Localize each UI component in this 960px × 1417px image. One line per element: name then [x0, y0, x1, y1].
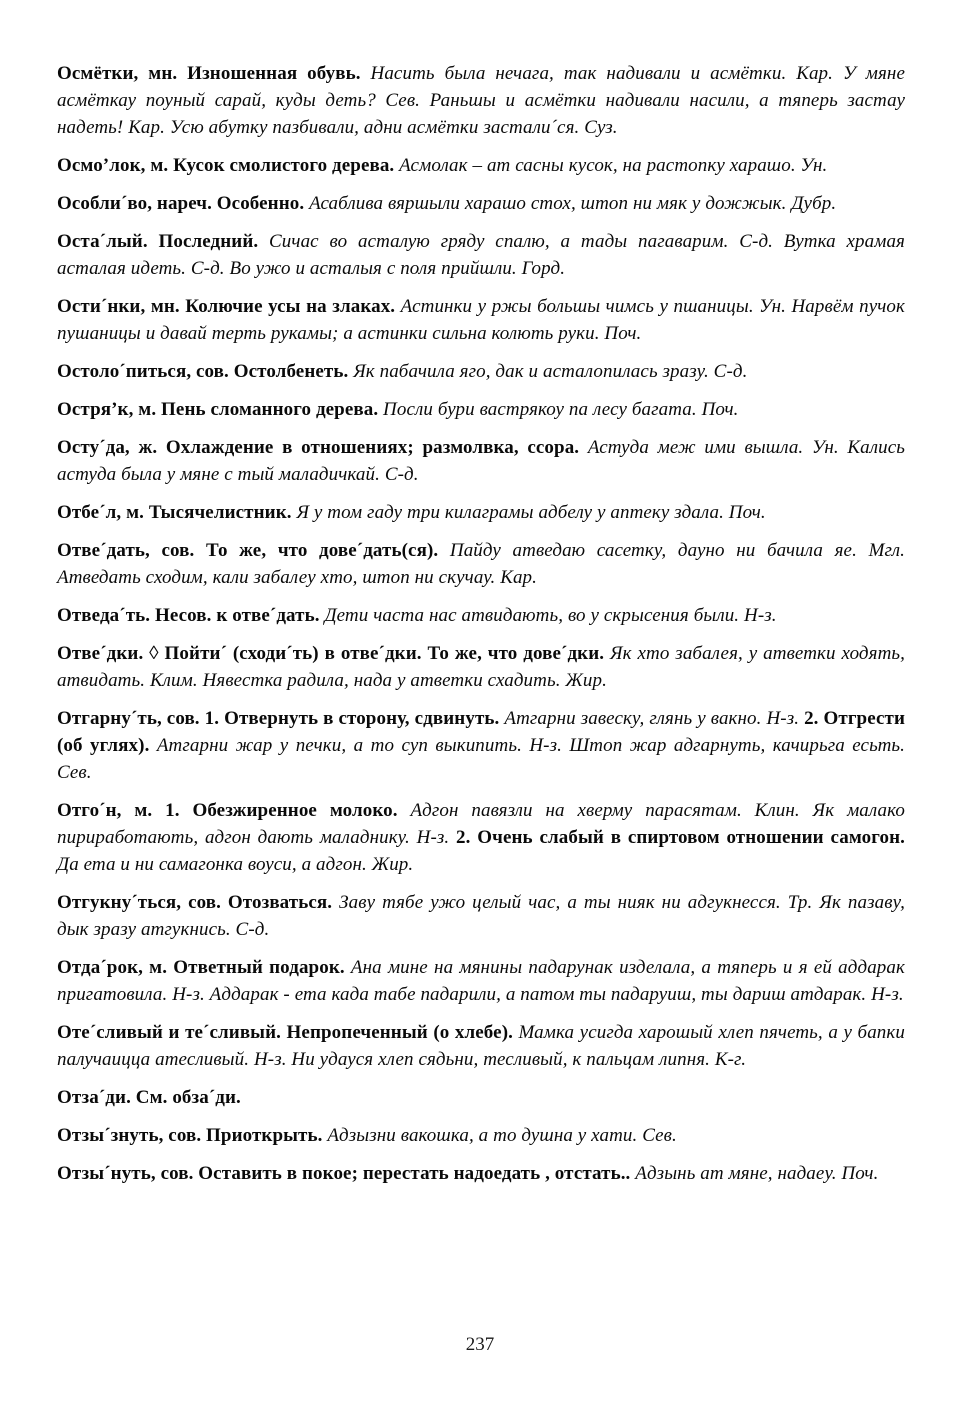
dictionary-entry — [57, 537, 905, 591]
entry-example: Астуда меж ими вышла. Ун. Кались астуда была у мяне с тый маладичкай. С-д. — [57, 437, 906, 485]
entry-example: Як хто забалея, у атветки ходять, атвидать. Клим. Нявестка радила, нада у атветки схадить. Жир. — [57, 643, 905, 691]
dictionary-entry — [57, 228, 905, 282]
entry-example: Я у том гаду три килаграмы адбелу у аптеку здала. Поч. — [296, 502, 766, 523]
entry-headword-definition: 2. Отгрести (об углях). — [57, 708, 905, 756]
entry-headword-definition: Осту´да, ж. Охлаждение в отношениях; размолвка, ссора. — [57, 437, 588, 458]
entry-headword-definition: Ости´нки, мн. Колючие усы на злаках. — [57, 296, 401, 317]
dictionary-entry — [57, 1160, 905, 1187]
dictionary-entry — [57, 396, 905, 423]
entry-headword-definition: Отго´н, м. 1. Обезжиренное молоко. — [57, 800, 411, 821]
entry-example: Як пабачила яго, дак и асталопилась зразу. С-д. — [353, 361, 748, 382]
entry-example: Мамка усигда харошый хлеп пячеть, а у бапки палучаицца атесливый. Н-з. Ни удауся хлеп сядьни, тесливый, к пальцам липня. К-г. — [57, 1022, 905, 1070]
dictionary-entry — [57, 434, 905, 488]
dictionary-entry — [57, 889, 905, 943]
dictionary-entry — [57, 499, 905, 526]
dictionary-entry — [57, 705, 905, 786]
dictionary-entries — [57, 60, 905, 1187]
dictionary-entry — [57, 1019, 905, 1073]
dictionary-entry — [57, 293, 905, 347]
entry-headword-definition: Остоло´питься, сов. Остолбенеть. — [57, 361, 354, 382]
dictionary-entry — [57, 190, 905, 217]
entry-example: Адгон павязли на хверму парасятам. Клин. Як малако пириработають, адгон дають маладнику. Н-з. — [57, 800, 905, 848]
dictionary-entry — [57, 152, 905, 179]
entry-example: Астинки у ржы большы чимсь у пшаницы. Ун. Нарвём пучок пушаницы и давай терть рукамы; а астинки сильна колють руки. Поч. — [57, 296, 905, 344]
entry-example: Да ета и ни самагонка воуси, а адгон. Жир. — [57, 854, 414, 875]
entry-headword-definition: Отведа´ть. Несов. к отве´дать. — [57, 605, 325, 626]
entry-headword-definition: Отза´ди. См. обза´ди. — [57, 1087, 241, 1108]
entry-example: Атгарни завеску, глянь у вакно. Н-з. — [504, 708, 805, 729]
entry-headword-definition: Отзы´знуть, сов. Приоткрыть. — [57, 1125, 328, 1146]
dictionary-entry — [57, 1084, 905, 1111]
entry-example: Асаблива вяршыли харашо стох, штоп ни мяк у дожжык. Дубр. — [309, 193, 837, 214]
entry-example: Насить была нечага, так надивали и асмётки. Кар. У мяне асмёткау поуный сарай, куды деть? Сев. Раньшы и асмётки надивали насили, а тяперь застау надеть! Кар. Усю абутку пазбивали, адни асмётки застали´ся. Суз. — [57, 63, 905, 138]
entry-example: Заву тябе ужо целый час, а ты нияк ни адгукнесся. Тр. Як пазаву, дык зразу атгукнись. С-д. — [57, 892, 906, 940]
entry-headword-definition: Оте´сливый и те´сливый. Непропеченный (о хлебе). — [57, 1022, 519, 1043]
dictionary-entry — [57, 797, 905, 878]
entry-headword-definition: Отве´дки. ◊ Пойти´ (сходи´ть) в отве´дки. То же, что дове´дки. — [57, 643, 610, 664]
entry-example: Дети часта нас атвидають, во у скрысения были. Н-з. — [324, 605, 777, 626]
entry-example: Пайду атведаю сасетку, дауно ни бачила яе. Мгл. Атведать сходим, кали забалеу хто, штоп ни скучау. Кар. — [57, 540, 906, 588]
dictionary-entry — [57, 954, 905, 1008]
entry-example: Адзынь ат мяне, надаеу. Поч. — [635, 1163, 879, 1184]
entry-headword-definition: Отгукну´ться, сов. Отозваться. — [57, 892, 340, 913]
entry-example: Асмолак – ат сасны кусок, на растопку харашо. Ун. — [399, 155, 828, 176]
entry-example: Адзызни вакошка, а то душна у хати. Сев. — [327, 1125, 677, 1146]
dictionary-entry — [57, 602, 905, 629]
dictionary-entry — [57, 60, 905, 141]
entry-headword-definition: Отзы´нуть, сов. Оставить в покое; перестать надоедать , отстать.. — [57, 1163, 636, 1184]
entry-headword-definition: Отбе´л, м. Тысячелистник. — [57, 502, 297, 523]
entry-headword-definition: 2. Очень слабый в спиртовом отношении самогон. — [456, 827, 905, 848]
entry-headword-definition: Осмётки, мн. Изношенная обувь. — [57, 63, 371, 84]
dictionary-entry — [57, 1122, 905, 1149]
entry-headword-definition: Осмо’лок, м. Кусок смолистого дерева. — [57, 155, 400, 176]
entry-headword-definition: Оста´лый. Последний. — [57, 231, 270, 252]
entry-example: Атгарни жар у печки, а то суп выкипить. Н-з. Штоп жар адгарнуть, качирьга есьть. Сев. — [57, 735, 905, 783]
page-number: 237 — [465, 1334, 495, 1355]
dictionary-entry — [57, 640, 905, 694]
entry-headword-definition: Отда´рок, м. Ответный подарок. — [57, 957, 351, 978]
entry-headword-definition: Остря’к, м. Пень сломанного дерева. — [57, 399, 384, 420]
entry-headword-definition: Отве´дать, сов. То же, что дове´дать(ся). — [57, 540, 450, 561]
entry-example: Сичас во асталую гряду спалю, а тады пагаварим. С-д. Вутка храмая асталая идеть. С-д. Во ужо и асталыя с поля прийшли. Горд. — [57, 231, 905, 279]
dictionary-entry — [57, 358, 905, 385]
entry-headword-definition: Особли´во, нареч. Особенно. — [57, 193, 310, 214]
entry-example: Ана мине на мянины падарунак изделала, а тяперь и я ей аддарак пригатовила. Н-з. Аддарак - ета када табе падарили, а патом ты падаруиш, ты дариш атдарак. Н-з. — [57, 957, 905, 1005]
entry-headword-definition: Отгарну´ть, сов. 1. Отвернуть в сторону, сдвинуть. — [57, 708, 505, 729]
entry-example: Посли бури вастрякоу па лесу багата. Поч. — [383, 399, 739, 420]
